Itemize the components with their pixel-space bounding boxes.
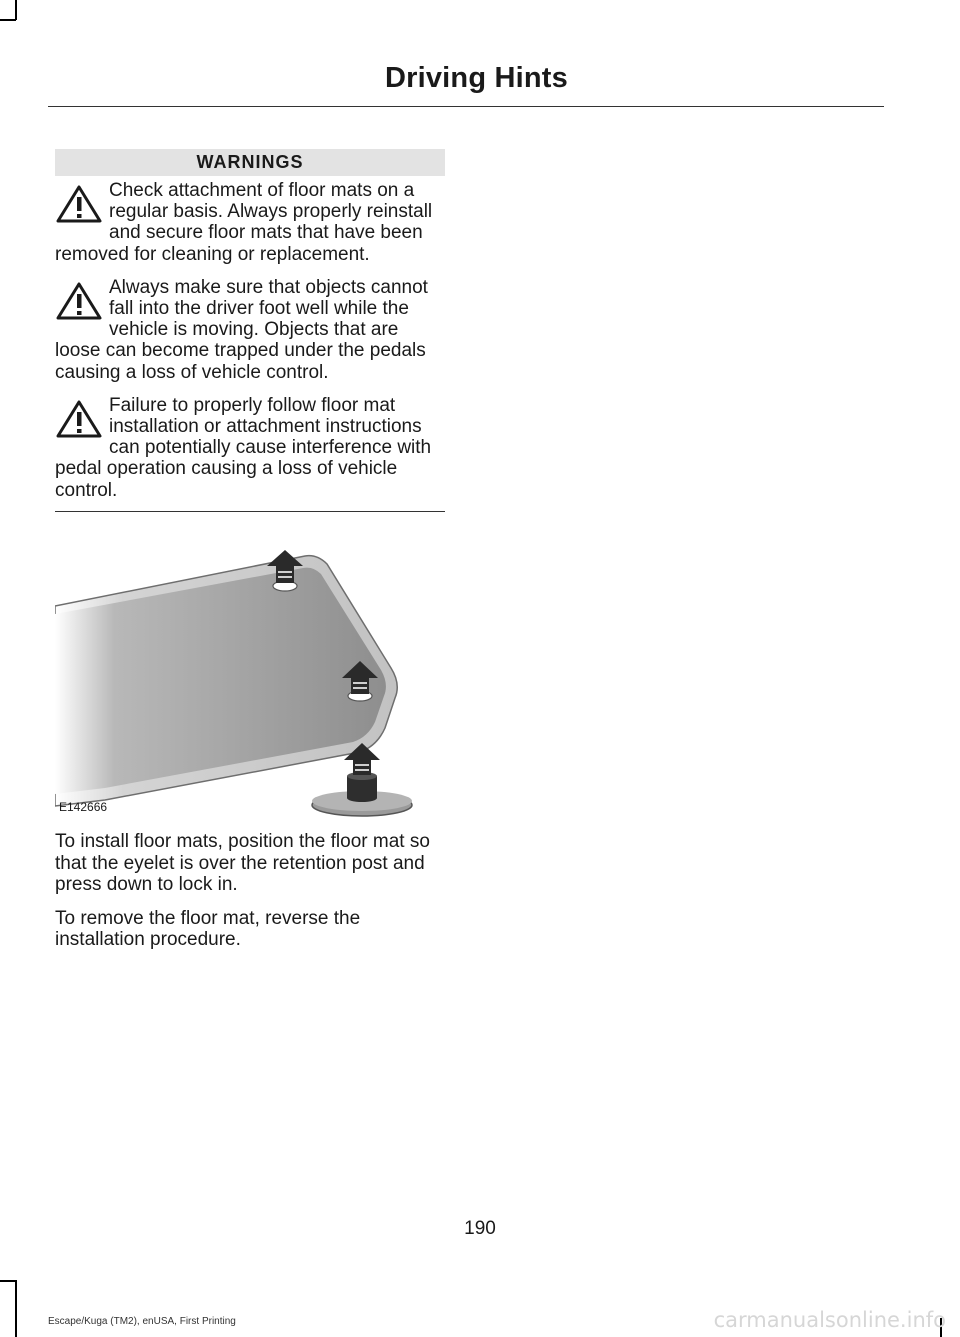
warnings-divider xyxy=(55,511,445,512)
watermark: carmanualsonline.info xyxy=(713,1308,946,1332)
warning-item xyxy=(55,277,445,383)
page-header xyxy=(48,58,884,107)
warning-text: Check attachment of floor mats on a regular basis. Always properly reinstall and secure floor mats that have been removed for cleaning or replacement. xyxy=(55,180,433,265)
paragraph: To remove the floor mat, reverse the installation procedure. xyxy=(55,907,361,950)
crop-mark xyxy=(15,1280,17,1337)
warning-text: Always make sure that objects cannot fall into the driver foot well while the vehicle is moving. Objects that are loose can become trapped under the pedals causing a loss of vehicle control. xyxy=(55,276,428,383)
figure-code: E142666 xyxy=(59,800,108,814)
warnings-heading: WARNINGS xyxy=(55,149,445,176)
floor-mat-drawing xyxy=(55,538,445,818)
crop-mark xyxy=(0,1280,16,1282)
page-number: 190 xyxy=(464,1218,496,1239)
paragraph: To install floor mats, position the floor mat so that the eyelet is over the retention post and press down to lock in. xyxy=(55,831,430,895)
body-text xyxy=(55,831,447,963)
crop-mark xyxy=(0,19,16,21)
warning-item xyxy=(55,395,445,501)
warning-text: Failure to properly follow floor mat installation or attachment instructions can potentially cause interference with pedal operation causing a loss of vehicle control. xyxy=(55,394,432,501)
warnings-box xyxy=(55,149,445,512)
crop-mark xyxy=(15,0,17,20)
warning-triangle-icon xyxy=(55,184,103,224)
edition-line: Escape/Kuga (TM2), enUSA, First Printing xyxy=(48,1316,236,1327)
warning-triangle-icon xyxy=(55,281,103,321)
floor-mat-illustration xyxy=(55,538,445,818)
warning-triangle-icon xyxy=(55,399,103,439)
section-title: Driving Hints xyxy=(384,62,568,94)
warning-item xyxy=(55,180,445,265)
